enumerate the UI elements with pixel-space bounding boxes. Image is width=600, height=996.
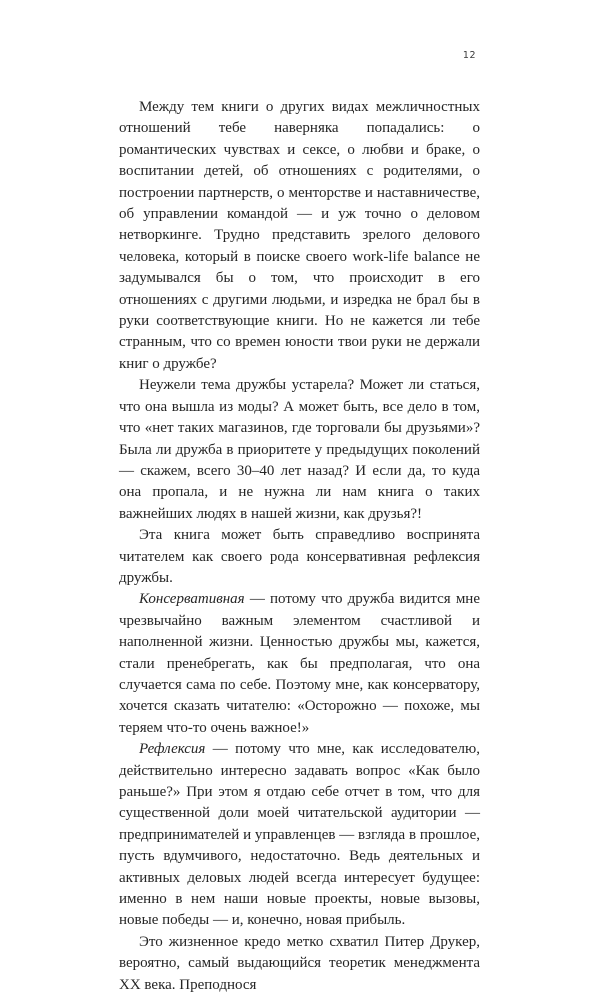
paragraph-1: Между тем книги о других видах межличностных отношений тебе наверняка попадались: о романтических чувствах и сексе, о любви и браке, о воспитании детей, об отношениях с родителями, о построении партнерств, о менторстве и наставничестве, об управлении командой — и уж точно о деловом нетворкинге. Трудно представить зрелого делового человека, который в поиске своего work-life balance не задумывался бы о том, что происходит в его отношениях с другими людьми, и изредка не брал бы в руки соответствующие книги. Но не кажется ли тебе странным, что со времен юности твои руки не держали книг о дружбе?: [119, 99, 480, 372]
paragraph-2: Неужели тема дружбы устарела? Может ли статься, что она вышла из моды? А может быть, все дело в том, что «нет таких магазинов, где торговали бы друзьями»? Была ли дружба в приоритете у предыдущих поколений — скажем, всего 30–40 лет назад? И если да, то куда она пропала, и не нужна ли нам книга о таких важнейших людях в нашей жизни, как друзья?!: [119, 377, 480, 522]
paragraph-4-text: — потому что дружба видится мне чрезвычайно важным элементом счастливой и наполненной жизни. Ценностью дружбы мы, кажется, стали пренебрегать, как бы предполагая, что она случается сама по себе. Поэтому мне, как консерватору, хочется сказать читателю: «Осторожно — похоже, мы теряем что-то очень важное!»: [119, 591, 480, 736]
paragraph-5: [119, 739, 480, 932]
page-number: 12: [462, 50, 476, 61]
paragraph-3: Эта книга может быть справедливо воспринята читателем как своего рода консервативная рефлексия дружбы.: [119, 527, 480, 586]
paragraph-5-text: — потому что мне, как исследователю, действительно интересно задавать вопрос «Как было раньше?» При этом я отдаю себе отчет в том, что для существенной доли моей читательской аудитории — предпринимателей и управленцев — взгляда в прошлое, пусть вдумчивого, недостаточно. Ведь деятельных и активных деловых людей всегда интересует будущее: именно в нем наши новые проекты, новые вызовы, новые победы — и, конечно, новая прибыль.: [119, 741, 480, 929]
paragraph-4: [119, 589, 480, 739]
italic-term-reflection: Рефлексия: [139, 741, 206, 758]
italic-term-conservative: Консервативная: [139, 591, 245, 608]
body-text: [119, 97, 480, 996]
paragraph-6: Это жизненное кредо метко схватил Питер Друкер, вероятно, самый выдающийся теоретик менеджмента XX века. Преподнося: [119, 933, 480, 993]
